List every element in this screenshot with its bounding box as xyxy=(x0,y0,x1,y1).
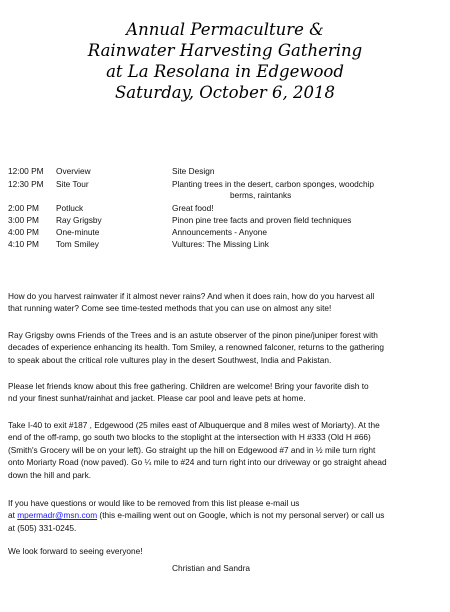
contact-prefix: at xyxy=(8,510,18,521)
schedule-event: Site Tour xyxy=(56,179,89,189)
paragraph-line: onto Moriarty Road (now paved). Go ¼ mile to #24 and turn right into our driveway or go straight ahead xyxy=(8,457,387,468)
paragraph-line: decades of experience enhancing its health. Tom Smiley, a renowned falconer, returns to the gathering xyxy=(8,342,385,353)
signature: Christian and Sandra xyxy=(172,563,250,573)
paragraph-line: to speak about the critical role vultures play in the desert Southwest, India and Pakistan. xyxy=(8,354,332,365)
paragraph-line: If you have questions or would like to be removed from this list please e-mail us xyxy=(8,498,300,508)
schedule-event: Potluck xyxy=(56,203,84,213)
schedule-time: 12:00 PM xyxy=(8,166,44,176)
schedule-description-continued: berms, raintanks xyxy=(230,190,292,200)
schedule-time: 4:10 PM xyxy=(8,239,39,249)
paragraph-line: Ray Grigsby owns Friends of the Trees and is an astute observer of the pinon pine/juniper forest with xyxy=(8,330,378,340)
schedule-time: 12:30 PM xyxy=(8,179,44,189)
schedule-time: 3:00 PM xyxy=(8,215,39,225)
contact-paragraph xyxy=(8,497,442,534)
paragraph-line: (Smith's Grocery will be on your left). Go straight up the hill on Edgewood #7 and in ½ mile turn right xyxy=(8,444,376,455)
paragraph-line: that running water? Come see time-tested methods that you can use on almost any site! xyxy=(8,303,332,314)
schedule-description: Planting trees in the desert, carbon sponges, woodchip xyxy=(172,179,375,189)
invite-paragraph xyxy=(8,380,442,405)
speakers-paragraph xyxy=(8,329,442,366)
title-line-4: Saturday, October 6, 2018 xyxy=(114,83,336,102)
contact-suffix: (this e-mailing went out on Google, which is not my personal server) or call us xyxy=(97,510,385,521)
paragraph-line: nd your finest sunhat/rainhat and jacket. Please car pool and leave pets at home. xyxy=(8,393,306,404)
schedule-time: 4:00 PM xyxy=(8,227,39,237)
closing-line: We look forward to seeing everyone! xyxy=(8,546,143,556)
schedule-description: Announcements - Anyone xyxy=(172,227,268,237)
schedule-event: One-minute xyxy=(56,227,100,237)
schedule-event: Overview xyxy=(56,166,91,176)
title-line-1: Annual Permaculture & xyxy=(126,20,324,39)
paragraph-line: end of the off-ramp, go south two blocks to the stoplight at the intersection with H #333 (Old H #66) xyxy=(8,432,371,443)
document-title xyxy=(0,19,450,103)
schedule-time: 2:00 PM xyxy=(8,203,39,213)
paragraph-line: down the hill and park. xyxy=(8,469,92,480)
title-line-2: Rainwater Harvesting Gathering xyxy=(87,41,363,60)
paragraph-line: How do you harvest rainwater if it almost never rains? And when it does rain, how do you harvest all xyxy=(8,291,375,301)
intro-paragraph xyxy=(8,290,442,315)
schedule-description: Site Design xyxy=(172,166,215,176)
email-link[interactable]: mpermadr@msn.com xyxy=(17,510,98,521)
schedule-event: Ray Grigsby xyxy=(56,215,102,225)
paragraph-line: Take I-40 to exit #187 , Edgewood (25 miles east of Albuquerque and 8 miles west of Moriarty). At the xyxy=(8,420,380,430)
paragraph-line: Please let friends know about this free gathering. Children are welcome! Bring your favorite dish to xyxy=(8,381,369,391)
schedule-description: Vultures: The Missing Link xyxy=(172,239,269,249)
title-line-3: at La Resolana in Edgewood xyxy=(106,62,344,81)
schedule-description: Pinon pine tree facts and proven field techniques xyxy=(172,215,352,225)
paragraph-line: at (505) 331-0245. xyxy=(8,522,77,533)
contact-email-line xyxy=(8,509,442,521)
schedule-event: Tom Smiley xyxy=(56,239,99,249)
directions-paragraph xyxy=(8,419,442,481)
schedule-description: Great food! xyxy=(172,203,214,213)
